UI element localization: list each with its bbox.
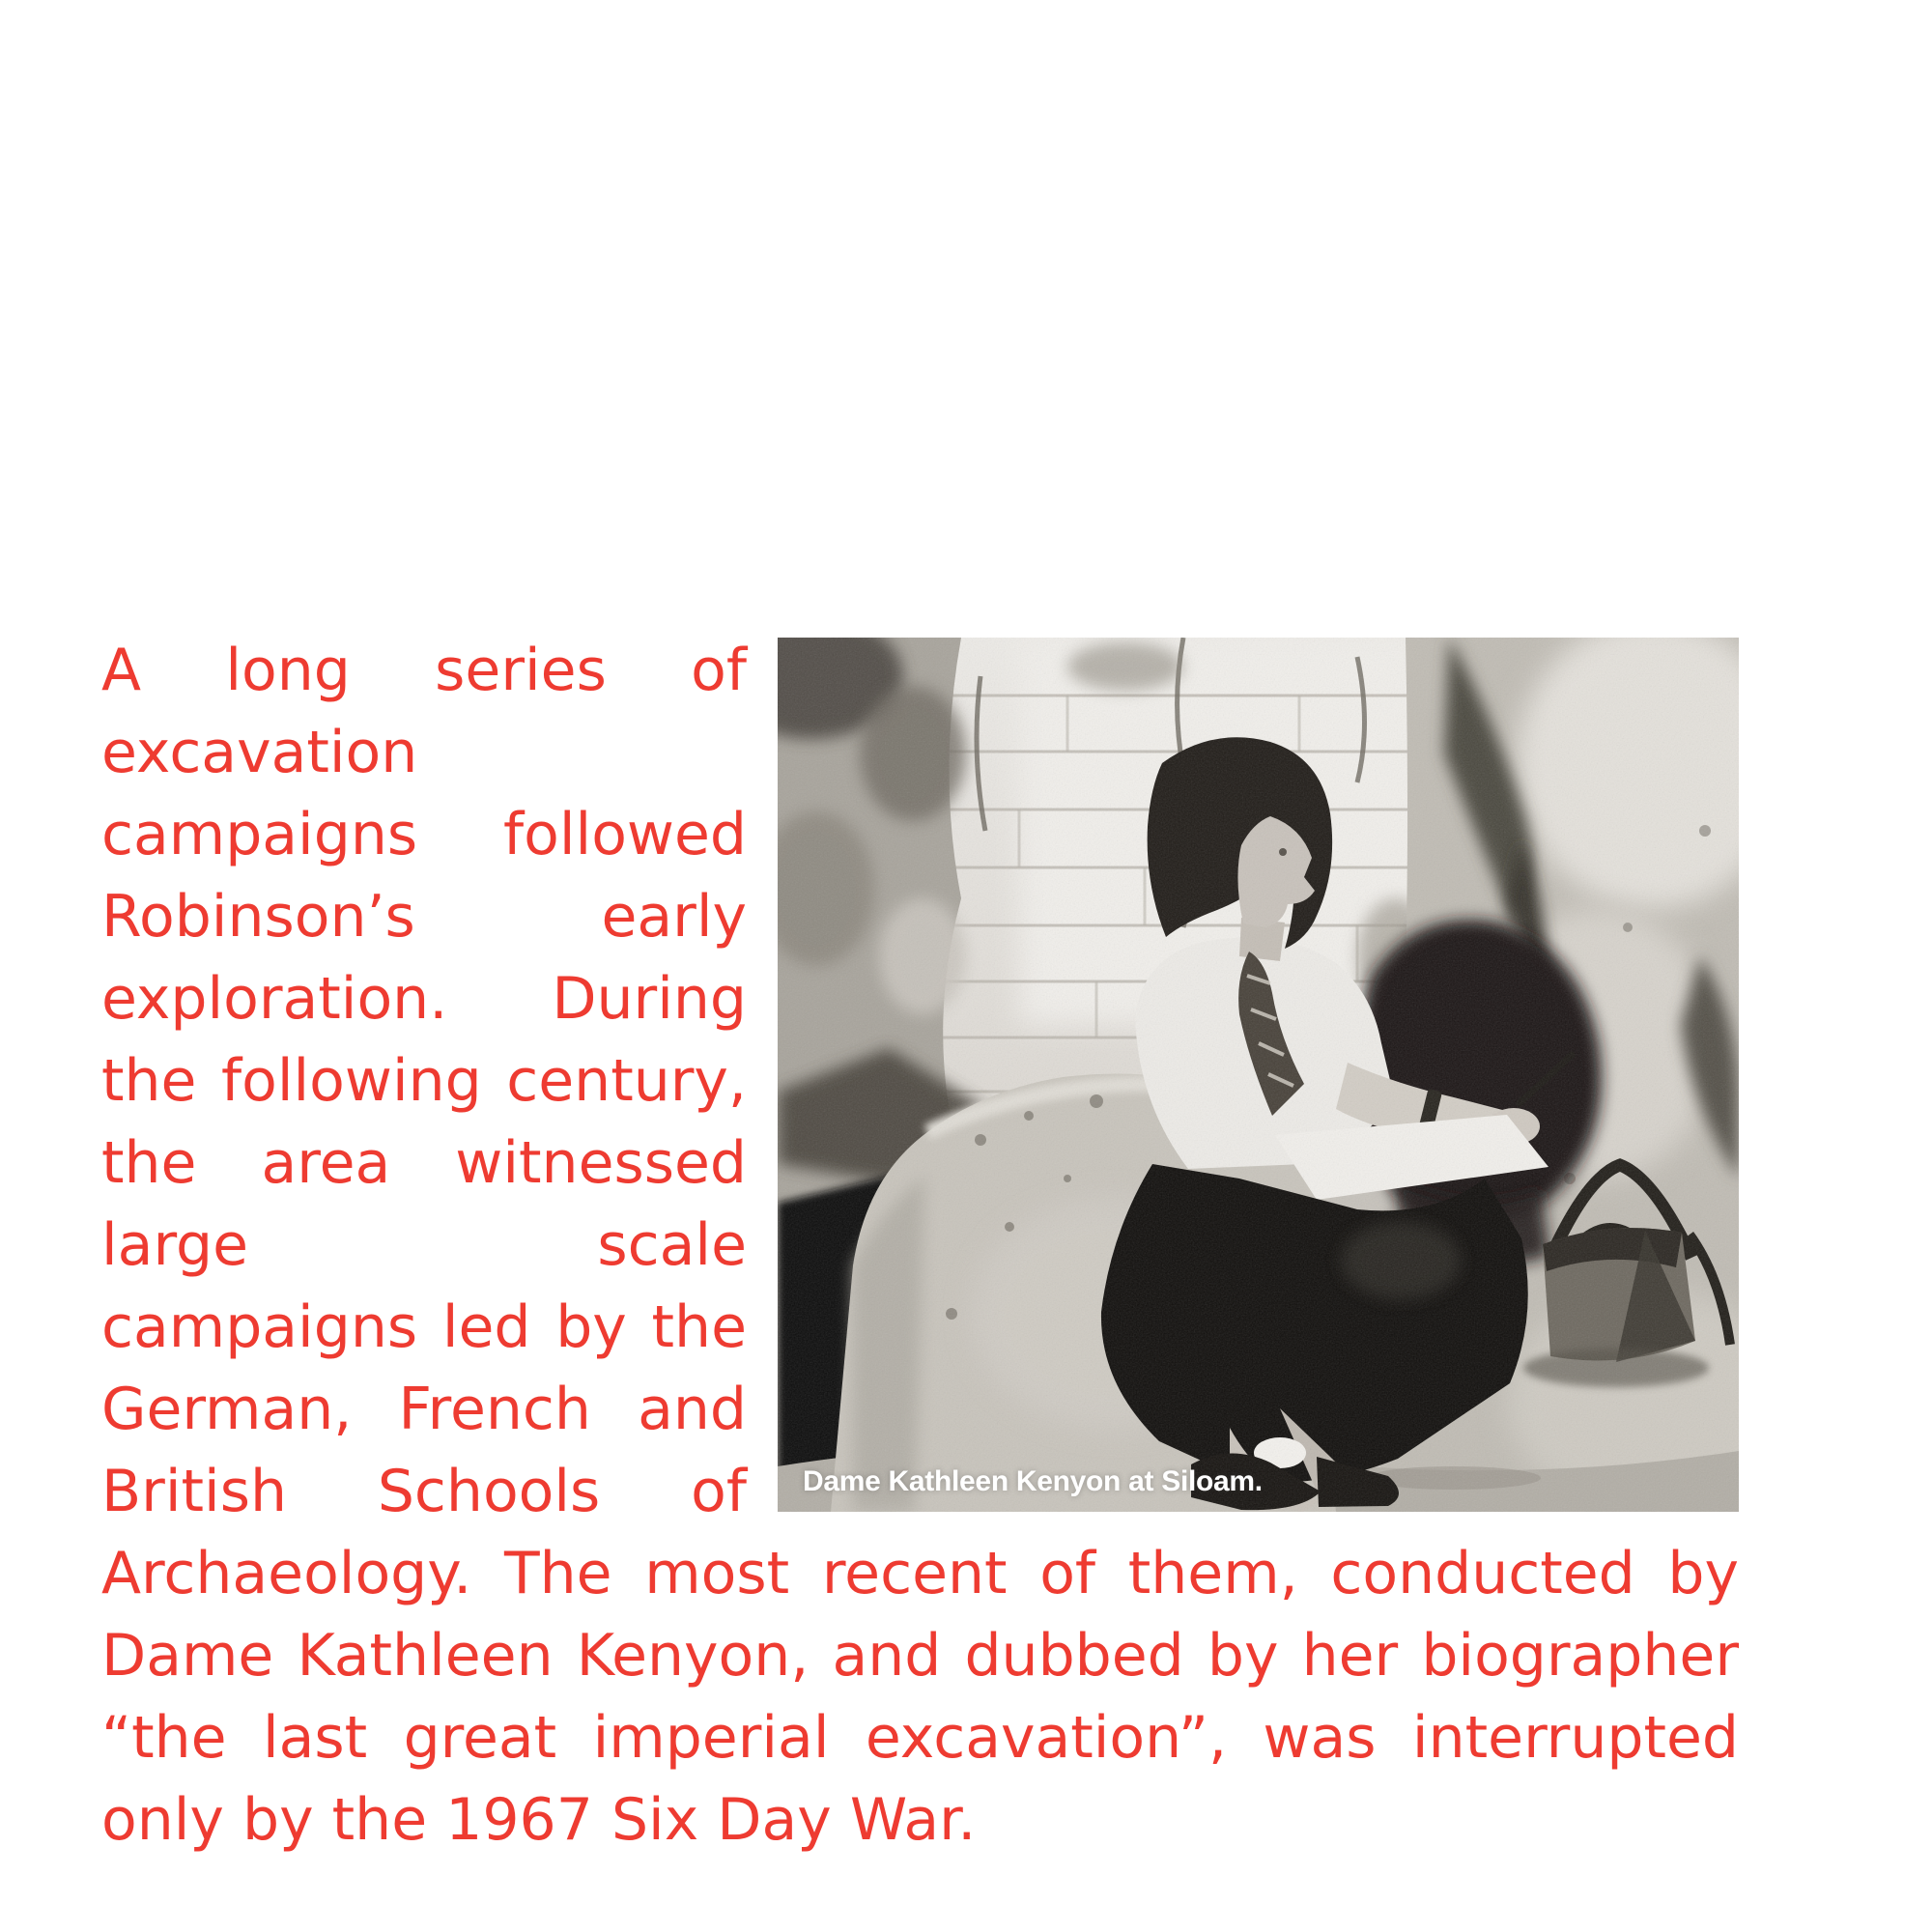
article [101, 630, 1739, 1861]
film-grain [778, 638, 1739, 1512]
article-paragraph: A long series of excavation campaigns followed Robinson’s early exploration. During the following century, the area witnessed large scale campaigns led by the German, French and British Schools of Archaeology. The most recent of them, conducted by Dame Kathleen Kenyon, and dubbed by her biographer “the last great imperial excavation”, was interrupted only by the 1967 Six Day War. [101, 637, 1739, 1854]
kenyon-photo [778, 638, 1739, 1512]
photo-figure [778, 638, 1739, 1512]
photo-caption: Dame Kathleen Kenyon at Siloam. [803, 1465, 1263, 1497]
